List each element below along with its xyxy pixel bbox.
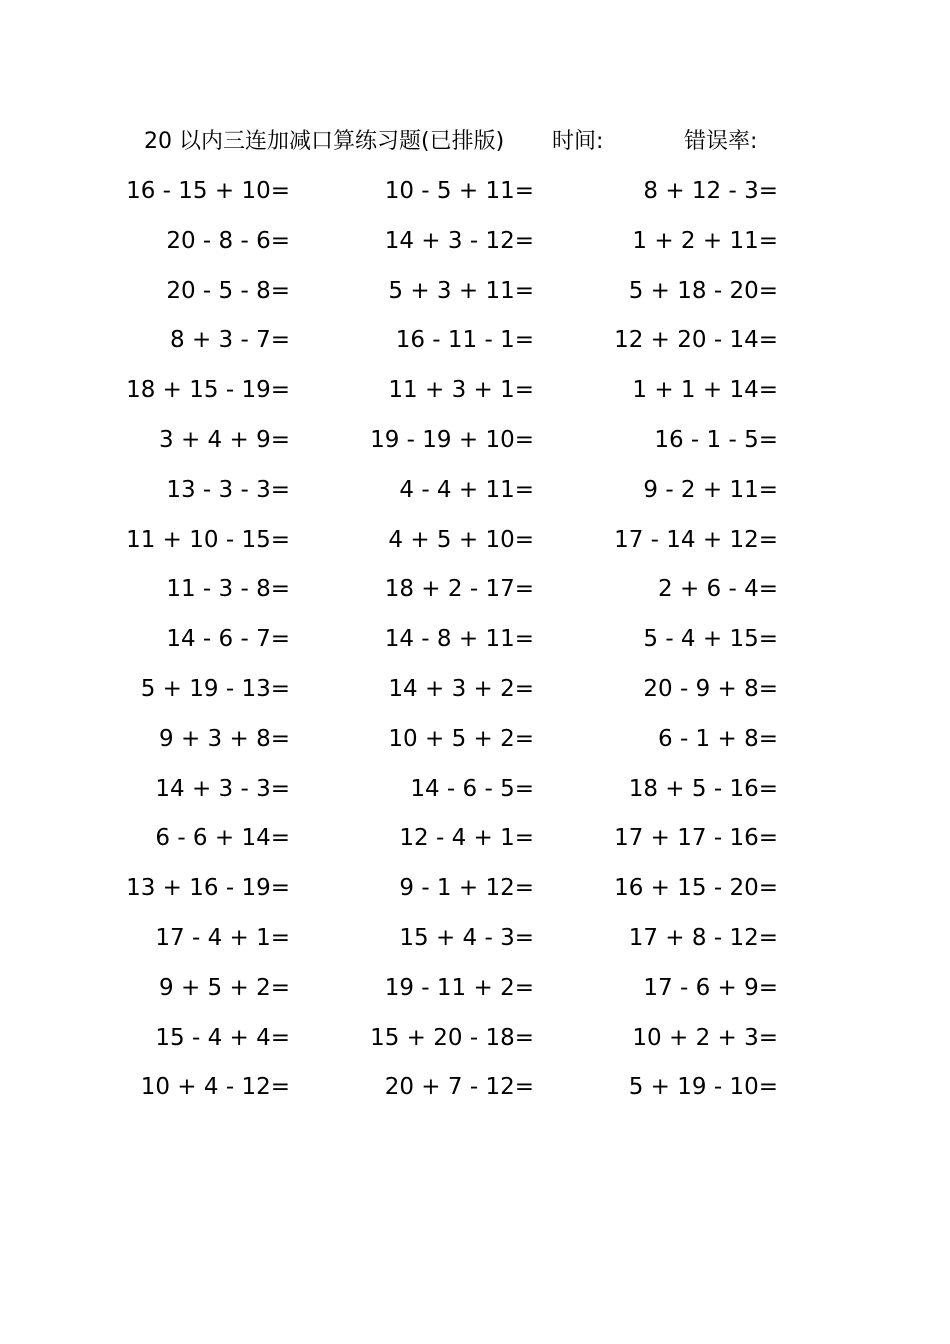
problem-row (0, 218, 950, 268)
problem-item: 5 + 19 - 13= (140, 675, 290, 702)
problem-item: 4 - 4 + 11= (399, 476, 534, 503)
problem-item: 1 + 2 + 11= (632, 227, 778, 254)
problem-item: 10 - 5 + 11= (384, 178, 534, 204)
problem-item: 11 - 3 - 8= (166, 576, 290, 603)
problem-item: 17 + 8 - 12= (628, 924, 778, 951)
problem-item: 16 - 15 + 10= (126, 178, 290, 204)
problem-item: 13 - 3 - 3= (166, 476, 290, 503)
problem-item: 12 - 4 + 1= (399, 825, 534, 852)
problem-item: 9 + 3 + 8= (159, 725, 290, 752)
worksheet-header (144, 124, 844, 160)
problem-item: 16 + 15 - 20= (614, 875, 778, 902)
problem-row (0, 467, 950, 517)
problem-row (0, 815, 950, 865)
problem-item: 17 - 14 + 12= (614, 526, 778, 553)
problem-item: 20 - 9 + 8= (643, 675, 778, 702)
problem-item: 11 + 3 + 1= (388, 377, 534, 404)
problem-item: 11 + 10 - 15= (126, 526, 290, 553)
problem-item: 16 - 11 - 1= (395, 327, 534, 354)
problem-item: 20 - 5 - 8= (166, 277, 290, 304)
problem-item: 18 + 15 - 19= (126, 377, 290, 404)
problem-item: 19 - 11 + 2= (384, 974, 534, 1001)
error-rate-label: 错误率: (684, 129, 758, 154)
problem-grid (0, 168, 950, 1114)
problem-item: 5 + 19 - 10= (628, 1074, 778, 1101)
problem-item: 6 - 6 + 14= (155, 825, 290, 852)
problem-item: 14 + 3 - 12= (384, 227, 534, 254)
problem-item: 15 - 4 + 4= (155, 1024, 290, 1051)
problem-item: 16 - 1 - 5= (654, 426, 778, 453)
problem-item: 5 + 3 + 11= (388, 277, 534, 304)
problem-item: 12 + 20 - 14= (614, 327, 778, 354)
problem-row (0, 268, 950, 318)
problem-row (0, 517, 950, 567)
time-label: 时间: (552, 129, 604, 154)
problem-item: 3 + 4 + 9= (159, 426, 290, 453)
problem-row (0, 965, 950, 1015)
problem-item: 15 + 20 - 18= (370, 1024, 534, 1051)
problem-item: 20 + 7 - 12= (384, 1074, 534, 1101)
problem-item: 15 + 4 - 3= (399, 924, 534, 951)
problem-item: 10 + 2 + 3= (632, 1024, 778, 1051)
problem-item: 6 - 1 + 8= (658, 725, 778, 752)
problem-item: 9 + 5 + 2= (159, 974, 290, 1001)
problem-item: 13 + 16 - 19= (126, 875, 290, 902)
problem-item: 5 - 4 + 15= (643, 626, 778, 653)
problem-item: 18 + 5 - 16= (628, 775, 778, 802)
problem-row (0, 766, 950, 816)
problem-item: 9 - 2 + 11= (643, 476, 778, 503)
problem-item: 14 - 6 - 5= (410, 775, 534, 802)
problem-item: 1 + 1 + 14= (632, 377, 778, 404)
problem-item: 17 - 4 + 1= (155, 924, 290, 951)
problem-row (0, 566, 950, 616)
problem-row (0, 1015, 950, 1065)
problem-item: 14 + 3 + 2= (388, 675, 534, 702)
problem-row (0, 417, 950, 467)
problem-row (0, 915, 950, 965)
problem-item: 2 + 6 - 4= (658, 576, 778, 603)
problem-item: 14 - 8 + 11= (384, 626, 534, 653)
worksheet-title: 20 以内三连加减口算练习题(已排版) (144, 129, 505, 154)
problem-item: 14 + 3 - 3= (155, 775, 290, 802)
problem-row (0, 666, 950, 716)
problem-item: 14 - 6 - 7= (166, 626, 290, 653)
problem-item: 18 + 2 - 17= (384, 576, 534, 603)
problem-item: 8 + 3 - 7= (170, 327, 290, 354)
problem-row (0, 1064, 950, 1114)
problem-row (0, 616, 950, 666)
problem-item: 20 - 8 - 6= (166, 227, 290, 254)
problem-item: 5 + 18 - 20= (628, 277, 778, 304)
problem-row (0, 168, 950, 218)
problem-item: 19 - 19 + 10= (370, 426, 534, 453)
problem-item: 9 - 1 + 12= (399, 875, 534, 902)
problem-item: 10 + 4 - 12= (140, 1074, 290, 1101)
problem-row (0, 367, 950, 417)
problem-item: 17 - 6 + 9= (643, 974, 778, 1001)
problem-item: 10 + 5 + 2= (388, 725, 534, 752)
problem-item: 4 + 5 + 10= (388, 526, 534, 553)
problem-row (0, 716, 950, 766)
problem-item: 17 + 17 - 16= (614, 825, 778, 852)
problem-row (0, 865, 950, 915)
problem-item: 8 + 12 - 3= (643, 178, 778, 204)
problem-row (0, 317, 950, 367)
